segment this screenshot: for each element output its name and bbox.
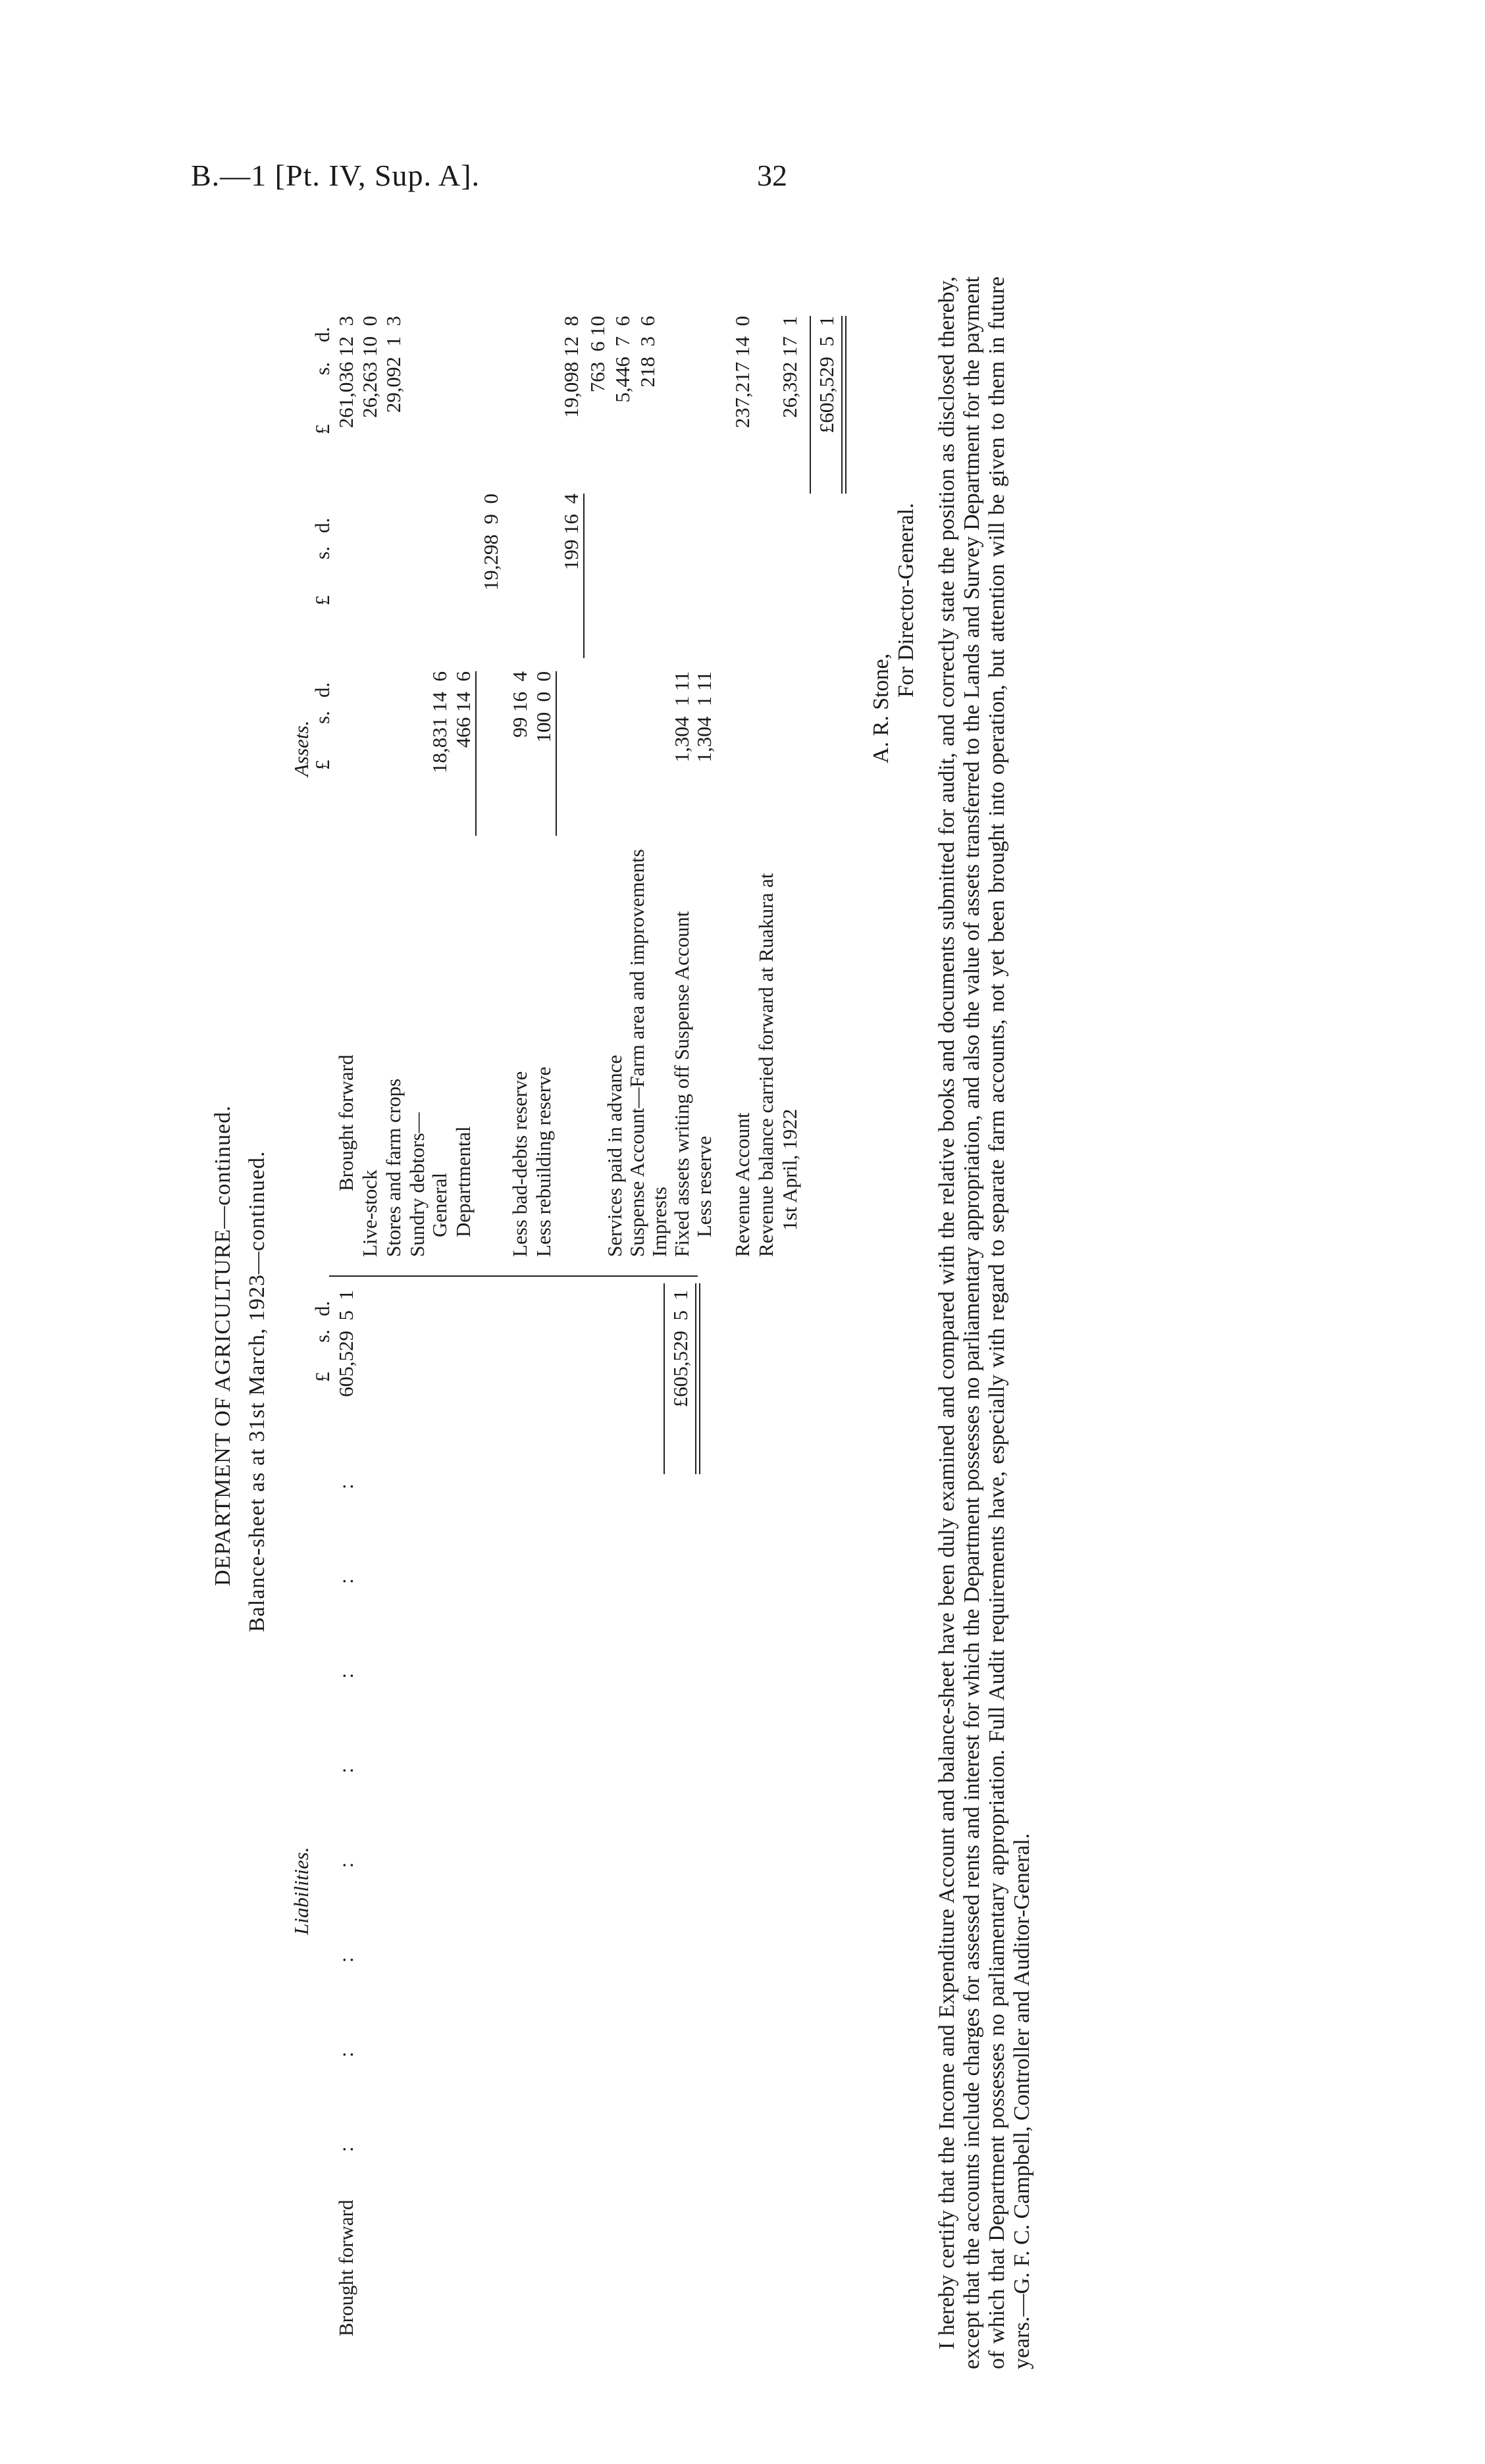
asset-row-label: Fixed assets writing off Suspense Account xyxy=(670,911,693,1257)
total-rule-bottom xyxy=(695,1283,696,1474)
asset-row-label: Sundry debtors— xyxy=(405,1112,429,1257)
liabilities-col-shillings: s. xyxy=(311,1329,334,1343)
liabilities-heading: Liabilities. xyxy=(290,1847,313,1935)
assets-col3-pound: £ xyxy=(311,424,334,434)
asset-row-label: Imprests xyxy=(648,1187,671,1257)
asset-row-amount: 26,263 10 0 xyxy=(358,316,381,418)
assets-col1-pound: £ xyxy=(311,759,334,770)
assets-col2-pence: d. xyxy=(311,517,334,533)
total-rule-top xyxy=(664,1283,665,1474)
subtotal-rule xyxy=(583,494,585,658)
subtotal-rule xyxy=(556,671,557,836)
asset-row-amount: 99 16 4 xyxy=(508,671,531,738)
asset-row-amount: 26,392 17 1 xyxy=(778,316,801,418)
liabilities-brought-forward-value: 605,529 5 1 xyxy=(334,1290,357,1397)
asset-row-amount: 5,446 7 6 xyxy=(611,316,634,403)
liabilities-col-pence: d. xyxy=(311,1300,334,1316)
assets-col3-shillings: s. xyxy=(311,362,334,375)
asset-row-label: Live-stock xyxy=(358,1169,381,1257)
asset-row-label: Less reserve xyxy=(692,1135,716,1237)
signature-name: A. R. Stone, xyxy=(869,653,893,763)
asset-row-amount: 763 6 10 xyxy=(586,316,609,393)
liabilities-col-pound: £ xyxy=(311,1372,334,1382)
asset-row-amount: 199 16 4 xyxy=(560,494,583,571)
page-number: 32 xyxy=(757,159,787,192)
assets-col1-pence: d. xyxy=(311,682,334,698)
total-rule-top xyxy=(810,316,811,494)
asset-row-label: 1st April, 1922 xyxy=(778,1108,801,1231)
audit-certificate xyxy=(935,276,1035,2369)
asset-row-label: Suspense Account—Farm area and improvements xyxy=(625,849,648,1257)
asset-row-label: Brought forward xyxy=(334,1054,357,1191)
asset-row-amount: 18,831 14 6 xyxy=(428,671,451,773)
asset-row-label: Stores and farm crops xyxy=(382,1078,405,1257)
total-rule-bottom xyxy=(841,316,843,494)
total-rule-bottom-double xyxy=(845,316,847,494)
assets-col2-pound: £ xyxy=(311,595,334,605)
asset-row-label: General xyxy=(428,1172,451,1237)
liabilities-brought-forward-label: Brought forward xyxy=(334,2199,357,2336)
asset-row-label: Less bad-debts reserve xyxy=(508,1071,531,1257)
subtotal-rule xyxy=(475,671,477,836)
asset-row-amount: 19,098 12 8 xyxy=(560,316,583,418)
asset-row-amount: 466 14 6 xyxy=(452,671,475,748)
asset-row-amount: 1,304 1 11 xyxy=(670,671,693,763)
asset-row-label: Less rebuilding reserve xyxy=(532,1066,555,1257)
signature-role: For Director-General. xyxy=(894,503,918,698)
assets-col3-pence: d. xyxy=(311,326,334,342)
leader-dots: : : : : : : : : xyxy=(334,1465,357,2152)
page-header-reference: B.—1 [Pt. IV, Sup. A]. xyxy=(191,159,481,192)
asset-row-amount: 29,092 1 3 xyxy=(382,316,405,413)
asset-row-amount: 1,304 1 11 xyxy=(692,671,716,763)
asset-row-amount: 261,036 12 3 xyxy=(334,316,357,428)
assets-total: £605,529 5 1 xyxy=(815,316,838,434)
audit-certificate-text: I hereby certify that the Income and Expenditure Account and balance-sheet have been duly examined and compared with the relative books and documents submitted for audit, and correctly state the position as disclosed thereby, except that the accounts include charges for assessed rents and interest for which the Department possesses no parliamentary appropriation, and also the value of assets transferred to the Lands and Survey Department for the payment of which that Department possesses no parliamentary appropriation. Full Audit requirements have, especially with regard to separate farm accounts, not yet been brought into operation, but attention will be given to them in future years.—G. F. C. Campbell, Controller and Auditor-General. xyxy=(935,276,1034,2369)
asset-row-amount: 100 0 0 xyxy=(532,671,555,743)
asset-row-label: Revenue balance carried forward at Ruakura at xyxy=(754,873,777,1257)
asset-row-amount: 19,298 9 0 xyxy=(479,494,502,591)
asset-row-amount: 237,217 14 0 xyxy=(731,316,754,428)
assets-col2-shillings: s. xyxy=(311,546,334,559)
assets-heading: Assets. xyxy=(290,720,313,777)
document-subtitle: Balance-sheet as at 31st March, 1923—continued. xyxy=(245,1150,269,1632)
document-title: DEPARTMENT OF AGRICULTURE—continued. xyxy=(211,1105,235,1586)
assets-col1-shillings: s. xyxy=(311,711,334,724)
liabilities-total: £605,529 5 1 xyxy=(669,1290,692,1408)
rotated-page-content xyxy=(197,263,1053,2369)
column-divider xyxy=(329,1275,698,1277)
asset-row-label: Departmental xyxy=(452,1126,475,1237)
asset-row-amount: 218 3 6 xyxy=(636,316,659,388)
total-rule-bottom-double xyxy=(699,1283,700,1474)
asset-row-label: Revenue Account xyxy=(731,1112,754,1257)
asset-row-label: Services paid in advance xyxy=(603,1054,626,1257)
